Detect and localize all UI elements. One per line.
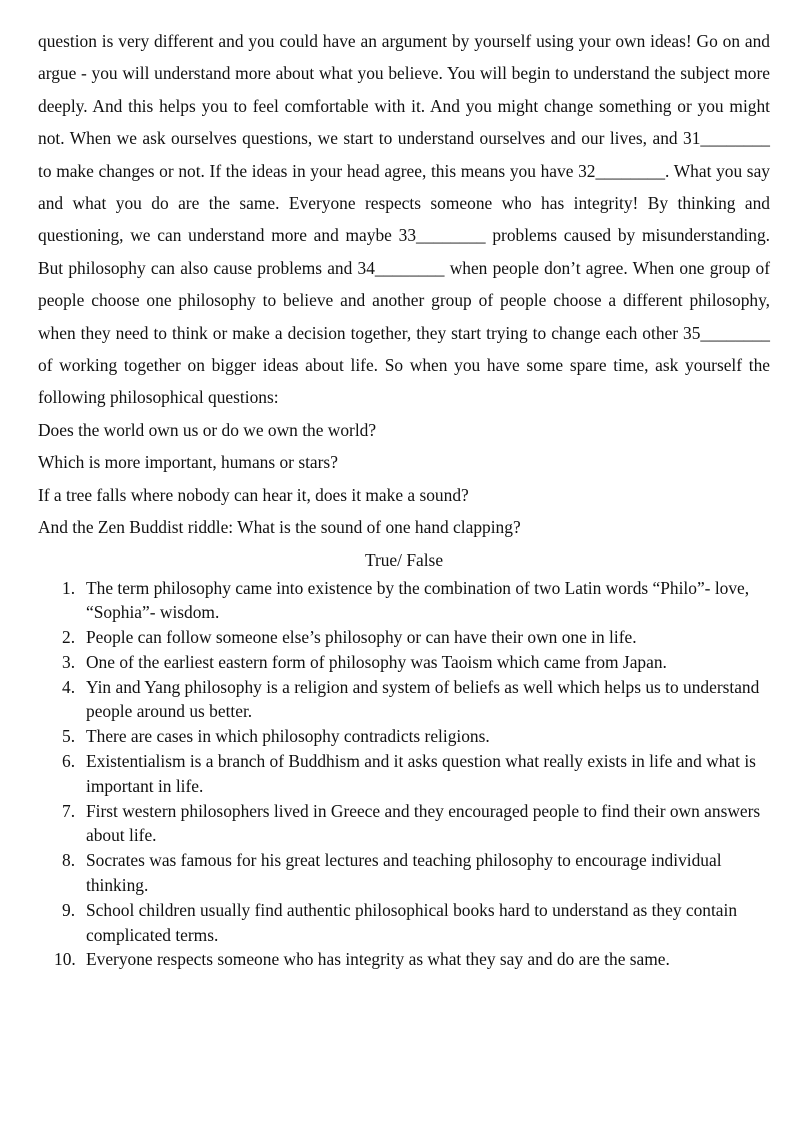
item-text: There are cases in which philosophy contradicts religions. [86,726,490,747]
document-page [38,25,770,972]
question-line: And the Zen Buddist riddle: What is the sound of one hand clapping? [38,517,521,538]
item-text: Socrates was famous for his great lectures and teaching philosophy to encourage individual thinking. [86,850,722,896]
list-item [38,724,770,749]
item-number: 10. [54,949,76,970]
item-text: One of the earliest eastern form of philosophy was Taoism which came from Japan. [86,651,667,672]
list-item [38,675,770,725]
item-number: 7. [62,800,76,821]
true-false-list [38,576,770,973]
item-text: Yin and Yang philosophy is a religion and system of beliefs as well which helps us to understand people around us better. [86,676,760,722]
item-text: Everyone respects someone who has integrity as what they say and do are the same. [86,949,670,970]
list-item [38,650,770,675]
section-title: True/ False [364,549,444,570]
list-item [38,576,770,626]
question-line: Which is more important, humans or stars? [38,452,338,473]
list-item [38,749,770,799]
list-item [38,799,770,849]
item-text: Existentialism is a branch of Buddhism and it asks question what really exists in life and what is important in life. [86,751,756,796]
item-number: 5. [62,726,76,747]
item-number: 2. [62,627,76,648]
item-text: People can follow someone else’s philosophy or can have their own one in life. [86,627,637,648]
list-item [38,848,770,898]
question-line: If a tree falls where nobody can hear it, does it make a sound? [38,484,469,505]
item-number: 6. [62,751,76,772]
reading-passage: question is very different and you could have an argument by yourself using your own ideas! Go on and argue - you will understand more about what you believe. You will begin to understand the subject more deeply. And this helps you to feel comfortable with it. And you might change something or you might not. When we ask ourselves questions, we start to understand ourselves and our lives, and 31________ to make changes or not. If the ideas in your head agree, this means you have 32________. What you say and what you do are the same. Everyone respects someone who has integrity! By thinking and questioning, we can understand more and maybe 33________ problems caused by misunderstanding. But philosophy can also cause problems and 34________ when people don’t agree. When one group of people choose one philosophy to believe and another group of people choose a different philosophy, when they need to think or make a decision together, they start trying to change each other 35________ of working together on bigger ideas about life. So when you have some spare time, ask yourself the following philosophical questions: [38,31,770,408]
item-number: 1. [62,577,76,598]
list-item [38,947,770,972]
list-item [38,898,770,948]
item-number: 9. [62,899,76,920]
item-text: School children usually find authentic philosophical books hard to understand as they contain complicated terms. [86,899,738,945]
item-number: 3. [62,651,76,672]
item-number: 8. [62,850,76,871]
item-number: 4. [62,676,76,697]
list-item [38,625,770,650]
item-text: First western philosophers lived in Greece and they encouraged people to find their own answers about life. [86,800,761,846]
question-line: Does the world own us or do we own the world? [38,419,377,440]
item-text: The term philosophy came into existence by the combination of two Latin words “Philo”- love, “Sophia”- wisdom. [86,577,750,623]
